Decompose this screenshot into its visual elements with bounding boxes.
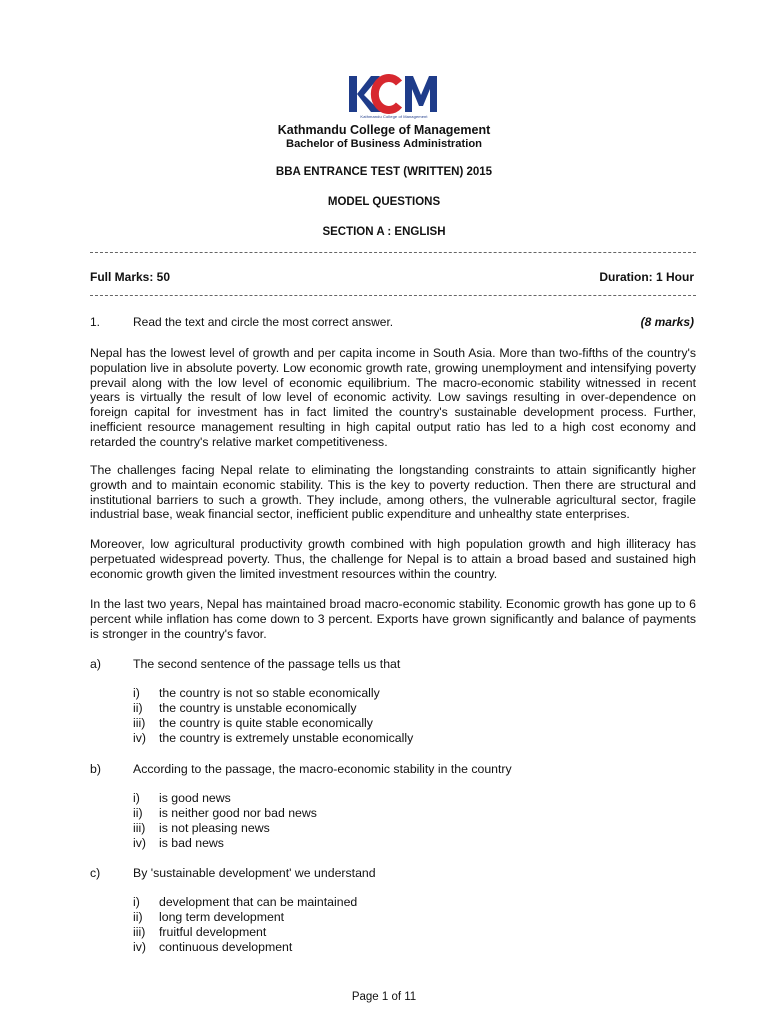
option-text: the country is not so stable economically bbox=[159, 686, 380, 700]
option-item[interactable] bbox=[133, 925, 673, 940]
option-text: is neither good nor bad news bbox=[159, 805, 317, 820]
option-numeral: i) bbox=[133, 791, 140, 805]
passage-paragraph-4: In the last two years, Nepal has maintained broad macro-economic stability. Economic growth has gone up to 6 percent while inflation has come down to 3 percent. Exports have grown significantly and balance of payments is stronger in the country's favor. bbox=[90, 597, 696, 641]
options-a bbox=[133, 686, 673, 746]
question-number: 1. bbox=[90, 315, 101, 329]
full-marks: Full Marks: 50 bbox=[90, 270, 171, 284]
option-text: is good news bbox=[159, 791, 231, 805]
logo-tagline: Kathmandu College of Management bbox=[360, 114, 428, 119]
option-item[interactable] bbox=[133, 806, 673, 821]
option-numeral: iv) bbox=[133, 939, 146, 954]
subquestion-text: By 'sustainable development' we understand bbox=[133, 866, 376, 880]
subquestion-letter: b) bbox=[90, 762, 101, 776]
subquestion-text: The second sentence of the passage tells us that bbox=[133, 657, 401, 671]
option-item[interactable] bbox=[133, 701, 673, 716]
duration: Duration: 1 Hour bbox=[599, 270, 694, 284]
program-name: Bachelor of Business Administration bbox=[285, 138, 483, 150]
subquestion-letter: c) bbox=[90, 866, 101, 880]
option-item[interactable] bbox=[133, 731, 673, 746]
option-item[interactable] bbox=[133, 686, 673, 701]
passage-paragraph-3: Moreover, low agricultural productivity growth combined with high population growth and high illiteracy has perpetuated widespread poverty. Thus, the challenge for Nepal is to attain a broad based and sustained high economic growth given the limited investment resources within the country. bbox=[90, 537, 696, 581]
option-text: the country is unstable economically bbox=[159, 700, 357, 715]
option-item[interactable] bbox=[133, 716, 673, 731]
question-marks: (8 marks) bbox=[640, 315, 694, 329]
college-name: Kathmandu College of Management bbox=[277, 123, 491, 137]
option-text: continuous development bbox=[159, 939, 293, 954]
divider-top bbox=[90, 252, 696, 253]
option-text: long term development bbox=[159, 909, 285, 924]
page-number: Page 1 of 11 bbox=[351, 991, 417, 1003]
option-text: the country is quite stable economically bbox=[159, 715, 373, 730]
option-numeral: i) bbox=[133, 895, 140, 909]
model-questions-heading: MODEL QUESTIONS bbox=[327, 196, 441, 208]
options-b bbox=[133, 791, 673, 851]
option-text: is bad news bbox=[159, 835, 224, 850]
option-text: fruitful development bbox=[159, 924, 267, 939]
option-numeral: iv) bbox=[133, 835, 146, 850]
question-instruction: Read the text and circle the most correct answer. bbox=[133, 315, 394, 329]
option-numeral: iv) bbox=[133, 730, 146, 745]
subquestion-text: According to the passage, the macro-economic stability in the country bbox=[133, 762, 512, 776]
test-title: BBA ENTRANCE TEST (WRITTEN) 2015 bbox=[275, 166, 493, 178]
subquestion-letter: a) bbox=[90, 657, 101, 671]
option-item[interactable] bbox=[133, 836, 673, 851]
section-heading: SECTION A : ENGLISH bbox=[322, 226, 446, 238]
option-text: is not pleasing news bbox=[159, 820, 270, 835]
options-c bbox=[133, 895, 673, 955]
option-item[interactable] bbox=[133, 910, 673, 925]
option-numeral: ii) bbox=[133, 700, 143, 715]
kcm-logo-mark bbox=[347, 71, 441, 115]
option-numeral: iii) bbox=[133, 924, 146, 939]
option-numeral: ii) bbox=[133, 909, 143, 924]
option-numeral: ii) bbox=[133, 805, 143, 820]
option-text: the country is extremely unstable economically bbox=[159, 730, 414, 745]
option-numeral: i) bbox=[133, 686, 140, 700]
kcm-logo bbox=[347, 71, 441, 121]
option-item[interactable] bbox=[133, 895, 673, 910]
passage-paragraph-2: The challenges facing Nepal relate to eliminating the longstanding constraints to attain significantly higher growth and to maintain economic stability. This is the key to poverty reduction. Then there are structural and institutional barriers to such a growth. They include, among others, the vulnerable agricultural sector, fragile industrial base, weak financial sector, inefficient public expenditure and unhealthy state enterprises. bbox=[90, 463, 696, 522]
divider-bottom bbox=[90, 295, 696, 296]
option-item[interactable] bbox=[133, 940, 673, 955]
option-item[interactable] bbox=[133, 791, 673, 806]
option-text: development that can be maintained bbox=[159, 895, 358, 909]
option-numeral: iii) bbox=[133, 715, 146, 730]
option-item[interactable] bbox=[133, 821, 673, 836]
passage-paragraph-1: Nepal has the lowest level of growth and per capita income in South Asia. More than two-fifths of the country's population live in absolute poverty. Low economic growth rate, growing unemployment and intensifying poverty prevail along with the low level of economic equilibrium. The macro-economic stability witnessed in recent years is virtually the result of low level of economic activity. Low savings resulting in over-dependence on foreign capital for investment has in fact limited the country's sustainable development process. Further, inefficient resource management resulting in high capital output ratio has led to a high cost economy and retarded the country's relative market competitiveness. bbox=[90, 346, 696, 449]
option-numeral: iii) bbox=[133, 820, 146, 835]
